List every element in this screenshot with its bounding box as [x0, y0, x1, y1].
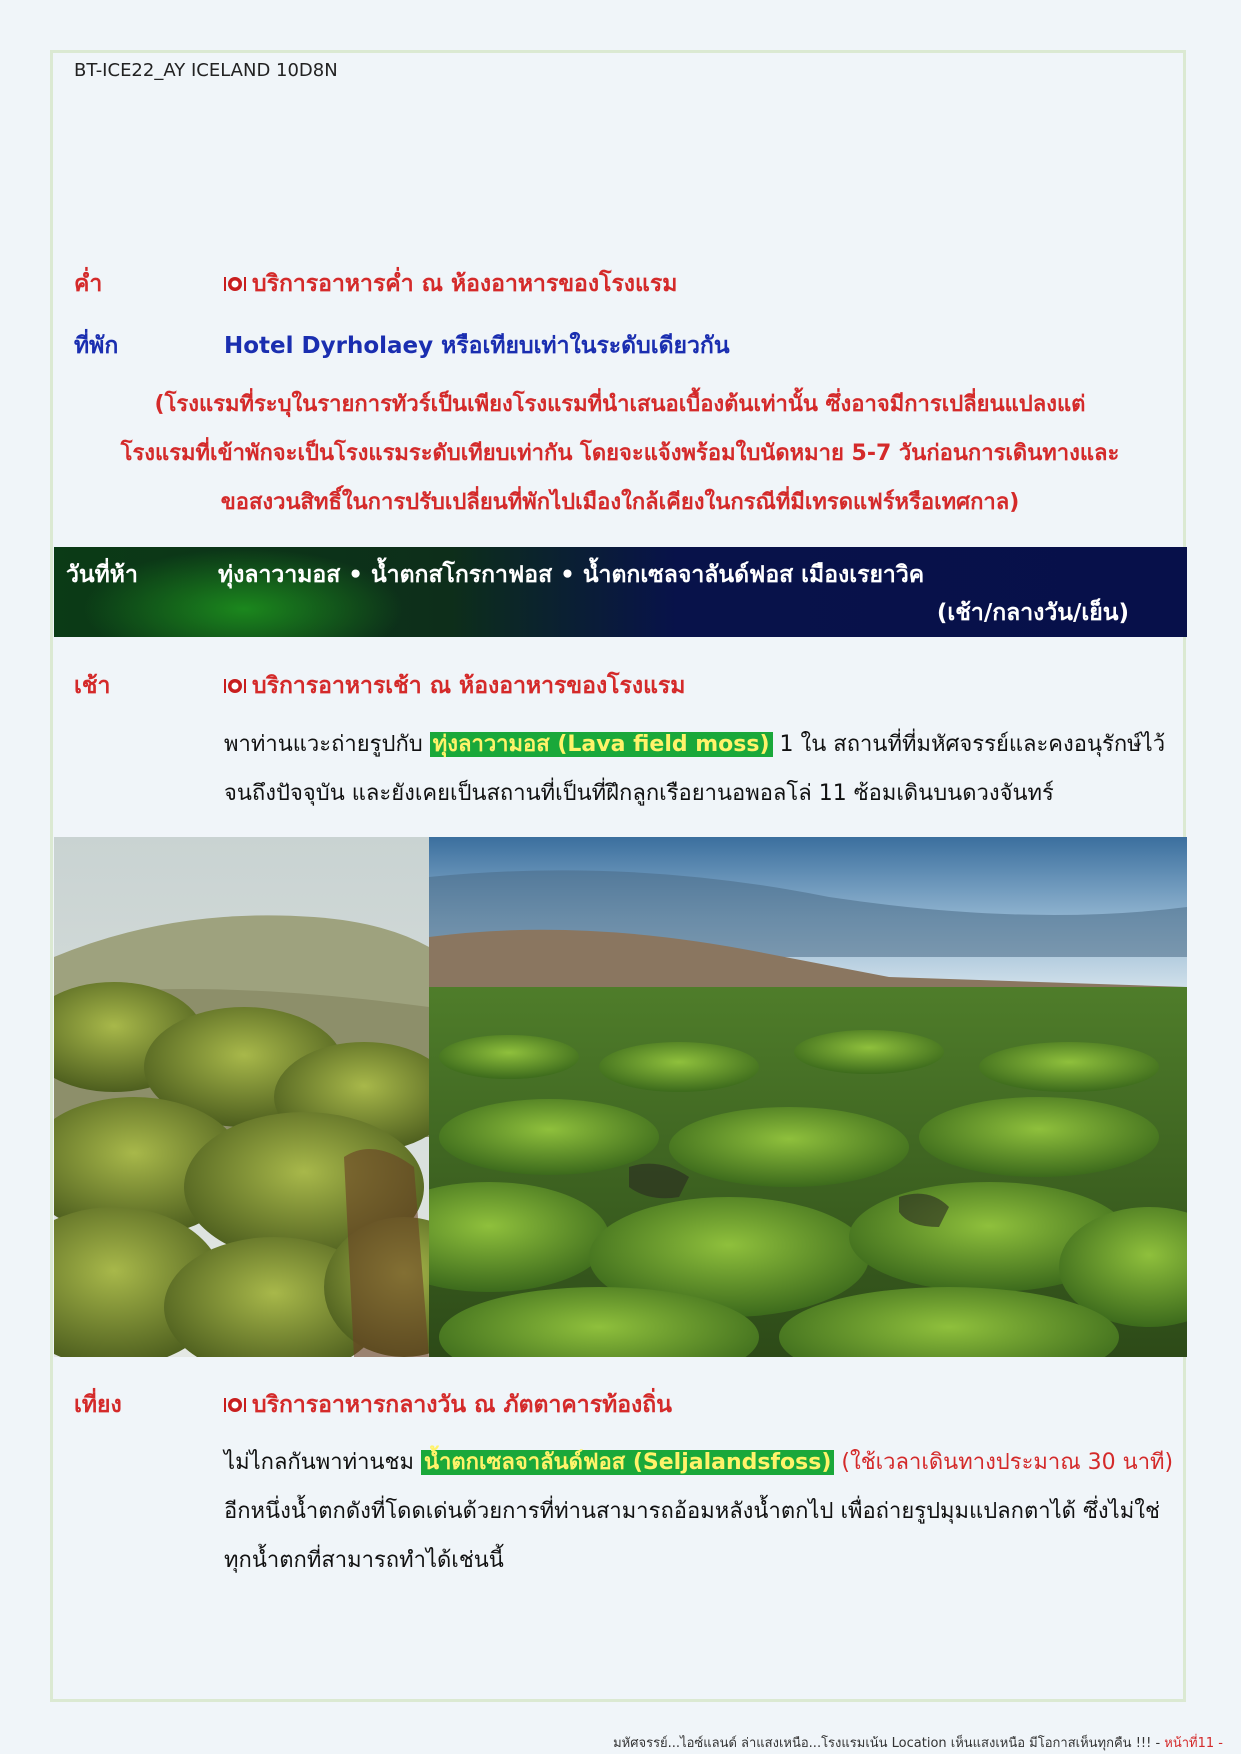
para1-before: พาท่านแวะถ่ายรูปกับ	[224, 732, 430, 757]
breakfast-label: เช้า	[74, 673, 111, 699]
travel-time-note: (ใช้เวลาเดินทางประมาณ 30 นาที)	[834, 1450, 1174, 1475]
lava-moss-paragraph	[224, 720, 1174, 818]
notice-line: (โรงแรมที่ระบุในรายการทัวร์เป็นเพียงโรงแรมที่นำเสนอเบื้องต้นเท่านั้น ซึ่งอาจมีการเปลี่ยนแปลงแต่	[154, 392, 1086, 417]
page-number: หน้าที่11 -	[1164, 1736, 1223, 1751]
dish-icon	[224, 1396, 246, 1414]
para2-after: อีกหนึ่งน้ำตกดังที่โดดเด่นด้วยการที่ท่านสามารถอ้อมหลังน้ำตกไป เพื่อถ่ายรูปมุมแปลกตาได้ ซึ่งไม่ใช่ทุกน้ำตกที่สามารถทำได้เช่นนี้	[224, 1499, 1160, 1573]
hotel-notice	[60, 380, 1180, 527]
dinner-label: ค่ำ	[74, 271, 103, 297]
day-title: วันที่ห้า	[66, 562, 138, 588]
dinner-text: บริการอาหารค่ำ ณ ห้องอาหารของโรงแรม	[252, 271, 678, 297]
moss-rocks-photo	[54, 837, 429, 1357]
breakfast-text: บริการอาหารเช้า ณ ห้องอาหารของโรงแรม	[252, 673, 686, 699]
lunch-text: บริการอาหารกลางวัน ณ ภัตตาคารท้องถิ่น	[252, 1392, 672, 1418]
lunch-label: เที่ยง	[74, 1392, 122, 1418]
dinner-row	[224, 266, 677, 302]
lunch-row	[224, 1387, 672, 1423]
dish-icon	[224, 275, 246, 293]
dish-icon	[224, 677, 246, 695]
page-footer	[613, 1732, 1223, 1753]
lava-field-photo	[429, 837, 1187, 1357]
seljalandsfoss-highlight: น้ำตกเซลจาลันด์ฟอส (Seljalandsfoss)	[421, 1450, 834, 1475]
seljalandsfoss-paragraph	[224, 1438, 1174, 1585]
breakfast-row	[224, 668, 685, 704]
hotel-label: ที่พัก	[74, 333, 119, 359]
footer-text: มหัศจรรย์...ไอซ์แลนด์ ล่าแสงเหนือ...โรงแรมเน้น Location เห็นแสงเหนือ มีโอกาสเห็นทุกคืน !!! -	[613, 1736, 1165, 1751]
para2-before: ไม่ไกลกันพาท่านชม	[224, 1450, 421, 1475]
day-meals: (เช้า/กลางวัน/เย็น)	[936, 600, 1129, 626]
hotel-text: Hotel Dyrholaey หรือเทียบเท่าในระดับเดียวกัน	[224, 333, 730, 359]
lava-moss-highlight: ทุ่งลาวามอส (Lava field moss)	[430, 732, 773, 757]
para1-after: 1 ใน สถานที่ที่มหัศจรรย์และคงอนุรักษ์ไว้จนถึงปัจจุบัน และยังเคยเป็นสถานที่เป็นที่ฝึกลูกเรือยานอพอลโล่ 11 ซ้อมเดินบนดวงจันทร์	[224, 732, 1166, 806]
day-banner	[54, 547, 1187, 637]
notice-line: ขอสงวนสิทธิ์ในการปรับเปลี่ยนที่พักไปเมืองใกล้เคียงในกรณีที่มีเทรดแฟร์หรือเทศกาล)	[220, 490, 1020, 515]
notice-line: โรงแรมที่เข้าพักจะเป็นโรงแรมระดับเทียบเท่ากัน โดยจะแจ้งพร้อมใบนัดหมาย 5-7 วันก่อนการเดินทางและ	[120, 441, 1120, 466]
day-route: ทุ่งลาวามอส • น้ำตกสโกรกาฟอส • น้ำตกเซลจาลันด์ฟอส เมืองเรยาวิค	[218, 562, 925, 588]
lava-moss-photos	[54, 837, 1187, 1357]
document-code: BT-ICE22_AY ICELAND 10D8N	[74, 60, 338, 81]
